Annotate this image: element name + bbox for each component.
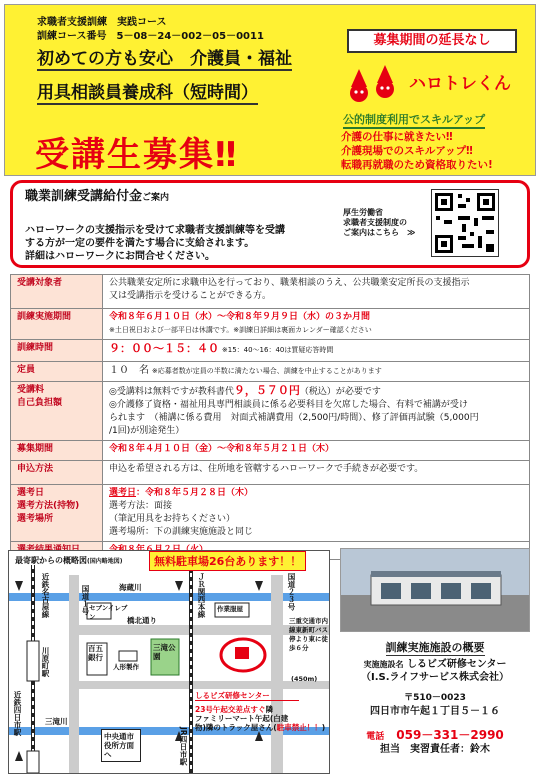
- phone-number[interactable]: 059－331－2990: [396, 728, 504, 742]
- facility-info: [340, 636, 530, 756]
- table-row: [11, 382, 530, 441]
- map-title: [15, 555, 123, 566]
- fee-text-c: （税込）が必要です: [299, 387, 381, 397]
- jr-label: ＪＲ関西本線: [197, 573, 206, 618]
- fee-key: [11, 382, 103, 441]
- target-value: [103, 275, 530, 309]
- route23-label: 国道２３号: [287, 573, 296, 611]
- facility-name-line: [340, 658, 530, 671]
- direction-part-2: 隣: [265, 705, 273, 714]
- subsidy-text-3: 詳細はハローワークにお問合せください。: [25, 251, 215, 262]
- shirubiz-label: しるビズ研修センター: [195, 691, 299, 701]
- phone-line: [340, 726, 530, 743]
- table-row: [11, 485, 530, 542]
- no-extension-badge: 募集期間の延長なし: [347, 29, 517, 53]
- apply-key: 申込方法: [11, 461, 103, 485]
- course-title-line2: 用具相談員養成科（短時間）: [37, 83, 258, 103]
- selection-value: [103, 485, 530, 542]
- period-key: 訓練実施期間: [11, 309, 103, 340]
- table-row: [11, 340, 530, 362]
- company-name: （I.S.ライフサービス株式会社）: [361, 672, 509, 683]
- hyakugo-bank-label: 百五銀行: [88, 644, 103, 662]
- fee-line-3: られます （補講に係る費用 対面式補講費用（2,500円/時間）、修了評価再試験（5,000円: [109, 413, 479, 423]
- recruit-key: 募集期間: [11, 441, 103, 461]
- subsidy-title: [25, 185, 169, 204]
- logo-text: ハロトレくん: [409, 74, 511, 94]
- contact-person: 担当 実習責任者：鈴木: [380, 744, 490, 755]
- direction-line-1: [195, 705, 329, 714]
- period-line: 令和８年６月１０日（水）～令和８年９月９日（水）の３か月間: [109, 312, 371, 322]
- fee-line-2: ◎介護修了資格・福祉用具専門相談員に係る必要科目を欠席した場合、有料で補講が受け: [109, 400, 468, 410]
- appeal-3: 転職再就職のため資格取りたい!: [341, 159, 493, 171]
- kaizo-river-label: 海蔵川: [119, 583, 142, 592]
- harotore-logo: [345, 61, 515, 107]
- phone-label: 電話: [366, 732, 385, 742]
- direction-text: [195, 705, 329, 732]
- direction-line-2: ファミリーマート午起(白建: [195, 714, 289, 723]
- direction-part-4: 物)隣のトラック屋さん(: [195, 723, 277, 732]
- facility-photo: [340, 548, 530, 632]
- target-line-2: 又は受講指示を受けることができる方。: [109, 291, 272, 301]
- direction-part-1: 23号午起交差点すぐ: [195, 705, 266, 714]
- header-banner: [4, 4, 536, 176]
- selection-items: （筆記用具をお持ちください）: [109, 514, 236, 524]
- table-row: [11, 441, 530, 461]
- selection-key-1: 選考日: [17, 488, 45, 498]
- course-title-line1: 初めての方も安心 介護員・福祉: [37, 49, 292, 69]
- apply-value: 申込を希望される方は、住所地を管轄するハローワークで手続きが必要です。: [103, 461, 530, 485]
- fee-text-a: ◎受講料は無料ですが教科書代: [109, 387, 234, 397]
- recruit-value: 令和８年４月１０日（金）～令和８年５月２１日（木）: [103, 441, 530, 461]
- facility-name-label: 実施施設名: [363, 660, 404, 669]
- fee-value: [103, 382, 530, 441]
- kawaramachi-station-label: 川原町駅: [41, 647, 50, 677]
- capacity-value: [103, 362, 530, 382]
- bus-stop-label: 三重交通市内線東新町バス停より東に徒歩６分: [289, 617, 328, 652]
- route1-label: 国道１号: [81, 585, 90, 615]
- postal-code: 〒510－0023: [404, 693, 466, 703]
- support-type: 求職者支援訓練 実践コース: [37, 17, 167, 28]
- parking-banner: 無料駐車場26台あります！！: [149, 551, 306, 571]
- table-row: [11, 461, 530, 485]
- seven-eleven-label: セブンイレブン: [89, 604, 128, 621]
- capacity-number: １０ 名: [109, 365, 149, 376]
- direction-line-3: [195, 723, 329, 732]
- course-number: 訓練コース番号 5－08－24－002－05－0011: [37, 31, 264, 42]
- map-title-text: 最寄駅からの概略図: [15, 556, 87, 565]
- appeal-2: 介護現場でのスキルアップ‼: [341, 145, 473, 157]
- capacity-key: 定員: [11, 362, 103, 382]
- kintetsu-label: 近鉄名古屋線: [41, 573, 50, 618]
- table-row: [11, 309, 530, 340]
- selection-date: [109, 487, 523, 500]
- mitaki-river-label: 三滝川: [45, 717, 68, 726]
- fee-line-4: /1回)が別途発生）: [109, 426, 185, 436]
- appeal-1: 介護の仕事に就きたい‼: [341, 131, 453, 143]
- qr-code-icon[interactable]: [431, 189, 499, 257]
- table-row: [11, 275, 530, 309]
- time-line: ９：００～１５：４０: [109, 342, 219, 355]
- facility-name: しるビズ研修センター: [406, 659, 507, 670]
- recruitment-heading: 受講生募集‼: [35, 135, 239, 175]
- kyohoku-street-label: 橋北通り: [127, 616, 157, 625]
- subsidy-text-2: する方が一定の要件を満たす場合に支給されます。: [25, 238, 255, 249]
- subsidy-title-main: 職業訓練受講給付金: [25, 189, 143, 204]
- mhlw-label-2: 求職者支援制度の: [343, 218, 407, 227]
- selection-method: 選考方法：面接: [109, 501, 173, 511]
- access-map: [8, 550, 330, 774]
- doll-shop-label: 人形製作: [113, 663, 139, 671]
- workwear-shop-label: 作業服屋: [217, 605, 243, 613]
- textbook-fee: ９，５７０円: [233, 384, 300, 397]
- selection-date-label: 選考日: [109, 488, 137, 498]
- address: 四日市市午起１丁目５－１６: [370, 706, 500, 717]
- city-hall-direction-label: 中央通市役所方面へ: [101, 729, 141, 762]
- selection-key: [11, 485, 103, 542]
- table-row: [11, 362, 530, 382]
- subsidy-text-1: ハローワークの支援指示を受けて求職者支援訓練等を受講: [25, 225, 285, 236]
- map-graphic: [9, 551, 330, 774]
- time-key: 訓練時間: [11, 340, 103, 362]
- jr-yokkaichi-label: JR四日市駅: [179, 727, 188, 766]
- target-key: 受講対象者: [11, 275, 103, 309]
- fee-key-1: 受講料: [17, 385, 45, 395]
- direction-part-6: ): [321, 723, 326, 732]
- tagline: 公的制度利用でスキルアップ: [343, 111, 485, 129]
- subsidy-box: [10, 180, 530, 268]
- mhlw-link[interactable]: ご案内はこちら ≫: [343, 228, 416, 237]
- target-line-1: 公共職業安定所に求職申込を行っており、職業相談のうえ、公共職業安定所長の支援指示: [109, 278, 470, 288]
- mitaki-park-label: 三滝公園: [153, 643, 176, 661]
- map-title-small: (国内略地図): [87, 558, 123, 565]
- mascot-icon: [345, 61, 407, 107]
- selection-date-value: ：令和８年５月２８日（木）: [136, 488, 254, 498]
- capacity-note: ※応募者数が定員の半数に満たない場合、訓練を中止することがあります: [151, 367, 382, 375]
- selection-key-2: 選考方法(持物): [17, 501, 80, 511]
- selection-place: 選考場所：下の訓練実施施設と同じ: [109, 527, 254, 537]
- facility-title: 訓練実施施設の概要: [385, 641, 485, 654]
- period-note: ※土日祝日および一部平日は休講です。※訓練日詳細は裏面カレンダー確認ください: [109, 326, 372, 334]
- no-parking-warning: 駐車禁止！！: [276, 723, 322, 732]
- bus-distance-label: (450m): [291, 675, 318, 683]
- course-info-table: [10, 274, 530, 560]
- subsidy-title-small: ご案内: [142, 193, 170, 203]
- fee-line-1: [109, 384, 523, 399]
- period-value: [103, 309, 530, 340]
- fee-key-2: 自己負担額: [17, 398, 63, 408]
- time-note: ※15：40～16：40は質疑応答時間: [221, 346, 334, 354]
- time-value: [103, 340, 530, 362]
- kintetsu-yokkaichi-label: 近鉄四日市駅: [13, 691, 22, 736]
- selection-key-3: 選考場所: [17, 514, 54, 524]
- mhlw-label-1: 厚生労働省: [343, 208, 383, 217]
